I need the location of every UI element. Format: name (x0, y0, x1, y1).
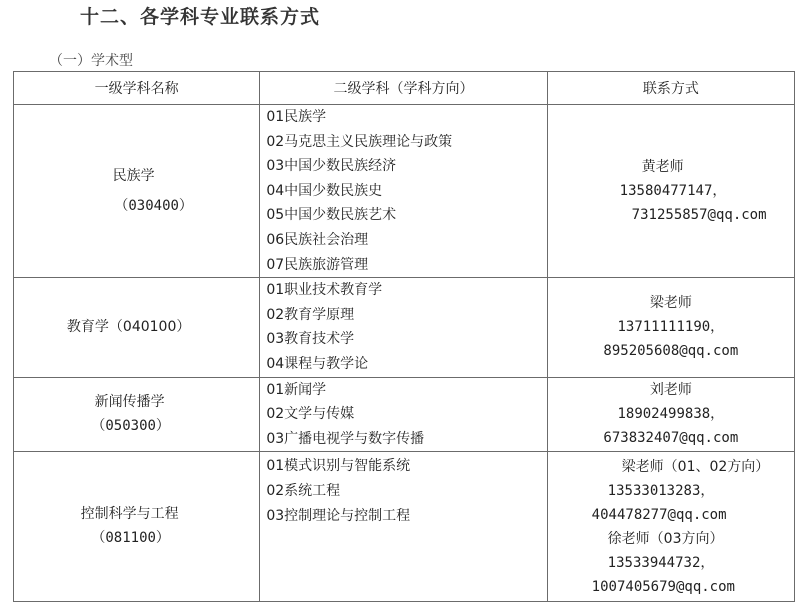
header-discipline: 一级学科名称 (14, 72, 260, 105)
contact-table (13, 71, 795, 602)
contact-email: 731255857@qq.com (631, 207, 767, 224)
discipline-code: （050300） (91, 418, 170, 435)
contact-phone: 13711111190， (617, 319, 725, 336)
subfield-item: 04课程与教学论 (266, 355, 369, 372)
subfield-item: 02教育学原理 (266, 306, 355, 323)
discipline-code: （030400） (114, 198, 193, 215)
subfield-item: 01职业技术教育学 (266, 282, 383, 299)
contact-cell (547, 452, 794, 602)
page-title: 十二、各学科专业联系方式 (80, 6, 321, 28)
contact-teacher: 徐老师（03方向） (607, 530, 724, 547)
subfield-cell (260, 278, 547, 377)
contact-cell (547, 105, 794, 278)
subfield-item: 02马克思主义民族理论与政策 (266, 133, 453, 150)
table-row (14, 377, 795, 452)
contact-cell (547, 377, 794, 452)
subfield-item: 01民族学 (266, 109, 327, 125)
subfield-item: 02系统工程 (266, 482, 341, 499)
contact-phone: 13533944732， (607, 554, 715, 571)
subfield-cell (260, 377, 547, 452)
contact-cell (547, 278, 794, 377)
subfield-item: 05中国少数民族艺术 (266, 207, 397, 224)
header-subfield: 二级学科（学科方向） (260, 72, 547, 105)
contact-phone: 18902499838， (617, 406, 725, 423)
discipline-name: 控制科学与工程 (80, 506, 179, 523)
subfield-item: 03广播电视学与数字传播 (266, 430, 425, 447)
subfield-cell (260, 452, 547, 602)
contact-email: 404478277@qq.com (591, 506, 727, 523)
discipline-name: 新闻传播学 (94, 394, 165, 411)
discipline-cell (14, 377, 260, 452)
discipline-code: （081100） (91, 530, 170, 547)
discipline-cell (14, 452, 260, 602)
discipline-name: 民族学 (112, 168, 155, 185)
discipline-name: 教育学（040100） (66, 319, 191, 336)
contact-email: 1007405679@qq.com (591, 578, 735, 595)
contact-email: 673832407@qq.com (603, 430, 739, 447)
contact-teacher: 梁老师（01、02方向） (621, 458, 770, 475)
discipline-cell (14, 105, 260, 278)
table-row (14, 105, 795, 278)
subfield-item: 03教育技术学 (266, 331, 355, 348)
contact-teacher: 梁老师 (649, 295, 692, 312)
subfield-item: 01新闻学 (266, 381, 327, 398)
header-contact: 联系方式 (547, 72, 794, 105)
discipline-cell (14, 278, 260, 377)
contact-teacher: 黄老师 (641, 159, 684, 176)
subfield-item: 03中国少数民族经济 (266, 158, 397, 175)
subfield-item: 02文学与传媒 (266, 406, 355, 423)
subfield-item: 06民族社会治理 (266, 231, 369, 248)
table-row (14, 278, 795, 377)
subfield-item: 01模式识别与智能系统 (266, 458, 411, 475)
subfield-cell (260, 105, 547, 278)
subfield-item: 03控制理论与控制工程 (266, 507, 411, 524)
section-subtitle: （一）学术型 (49, 53, 133, 69)
contact-email: 895205608@qq.com (603, 343, 739, 360)
table-row (14, 452, 795, 602)
contact-teacher: 刘老师 (649, 382, 692, 399)
subfield-item: 04中国少数民族史 (266, 182, 383, 199)
table-header-row (14, 72, 795, 105)
contact-phone: 13580477147， (619, 183, 727, 200)
subfield-item: 07民族旅游管理 (266, 256, 369, 273)
contact-phone: 13533013283， (607, 482, 715, 499)
